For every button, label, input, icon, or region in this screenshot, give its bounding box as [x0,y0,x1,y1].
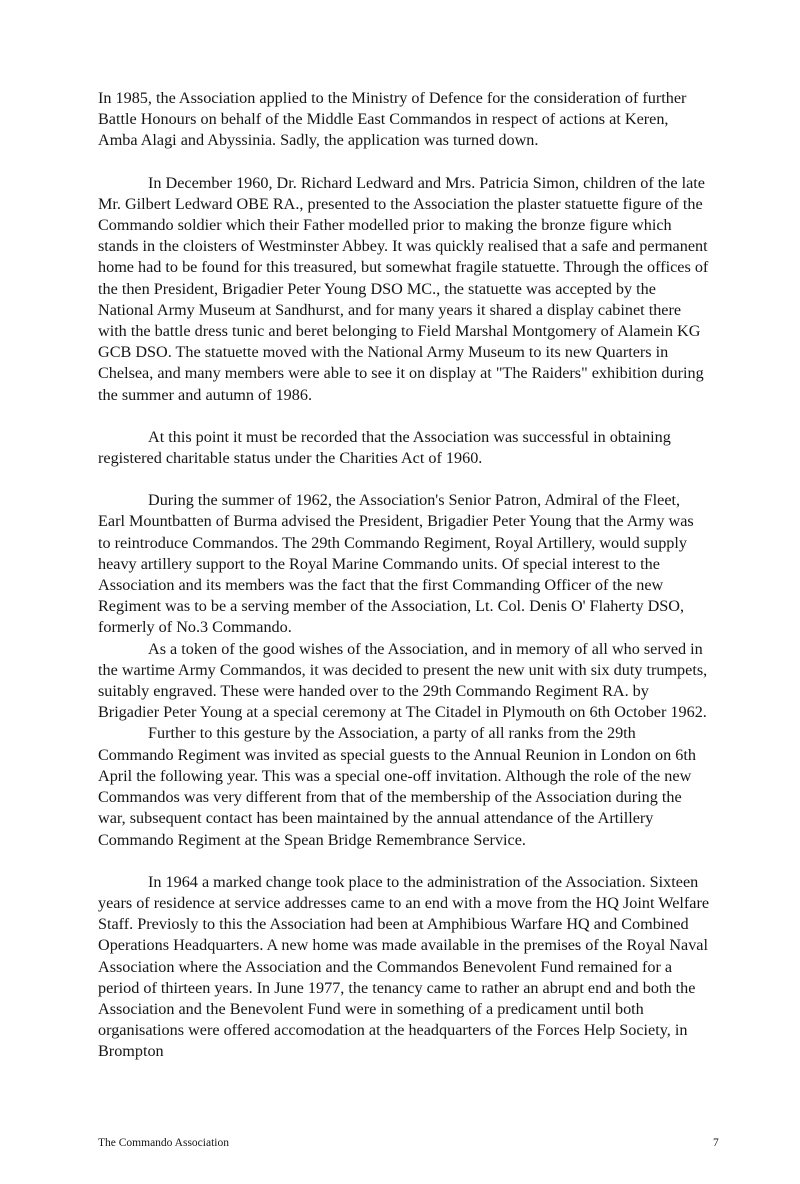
footer-title: The Commando Association [98,1137,229,1149]
page-number: 7 [713,1137,719,1149]
paragraph-statuette: In December 1960, Dr. Richard Ledward and Mrs. Patricia Simon, children of the late Mr. Gilbert Ledward OBE RA., presented to the Association the plaster statuette figure of the Commando soldier which their Father modelled prior to making the bronze figure which stands in the cloisters of Westminster Abbey. It was quickly realised that a safe and permanent home had to be found for this treasured, but somewhat fragile statuette. Through the offices of the then President, Brigadier Peter Young DSO MC., the statuette was accepted by the National Army Museum at Sandhurst, and for many years it shared a display cabinet there with the battle dress tunic and beret belonging to Field Marshal Montgomery of Alamein KG GCB DSO. The statuette moved with the National Army Museum to its new Quarters in Chelsea, and many members were able to see it on display at "The Raiders" exhibition during the summer and autumn of 1986. [98,173,709,404]
paragraph-annual-reunion: Further to this gesture by the Association, a party of all ranks from the 29th Commando Regiment was invited as special guests to the Annual Reunion in London on 6th April the following year. This was a special one-off invitation. Although the role of the new Commandos was very different from that of the membership of the Association during the war, subsequent contact has been maintained by the annual attendance of the Artillery Commando Regiment at the Spean Bridge Remembrance Service. [98,724,696,849]
paragraph-administration-change: In 1964 a marked change took place to the administration of the Association. Sixteen years of residence at service addresses came to an end with a move from the HQ Joint Welfare Staff. Previosly to this the Association had been at Amphibious Warfare HQ and Combined Operations Headquarters. A new home was made available in the premises of the Royal Naval Association where the Association and the Commandos Benevolent Fund remained for a period of thirteen years. In June 1977, the tenancy came to rather an abrupt end and both the Association and the Benevolent Fund were in something of a predicament until both organisations were offered accomodation at the headquarters of the Forces Help Society, in Brompton [98,872,710,1061]
paragraph-charitable-status: At this point it must be recorded that the Association was successful in obtaining registered charitable status under the Charities Act of 1960. [98,427,671,468]
page-body [98,88,710,1063]
paragraph-commandos-reintroduced: During the summer of 1962, the Association's Senior Patron, Admiral of the Fleet, Earl Mountbatten of Burma advised the President, Brigadier Peter Young that the Army was to reintroduce Commandos. The 29th Commando Regiment, Royal Artillery, would supply heavy artillery support to the Royal Marine Commando units. Of special interest to the Association and its members was the fact that the first Commanding Officer of the new Regiment was to be a serving member of the Association, Lt. Col. Denis O' Flaherty DSO, formerly of No.3 Commando. [98,491,694,637]
paragraph-battle-honours: In 1985, the Association applied to the Ministry of Defence for the consideration of further Battle Honours on behalf of the Middle East Commandos in respect of actions at Keren, Amba Alagi and Abyssinia. Sadly, the application was turned down. [98,89,687,150]
paragraph-trumpets: As a token of the good wishes of the Association, and in memory of all who served in the wartime Army Commandos, it was decided to present the new unit with six duty trumpets, suitably engraved. These were handed over to the 29th Commando Regiment RA. by Brigadier Peter Young at a special ceremony at The Citadel in Plymouth on 6th October 1962. [98,639,708,722]
